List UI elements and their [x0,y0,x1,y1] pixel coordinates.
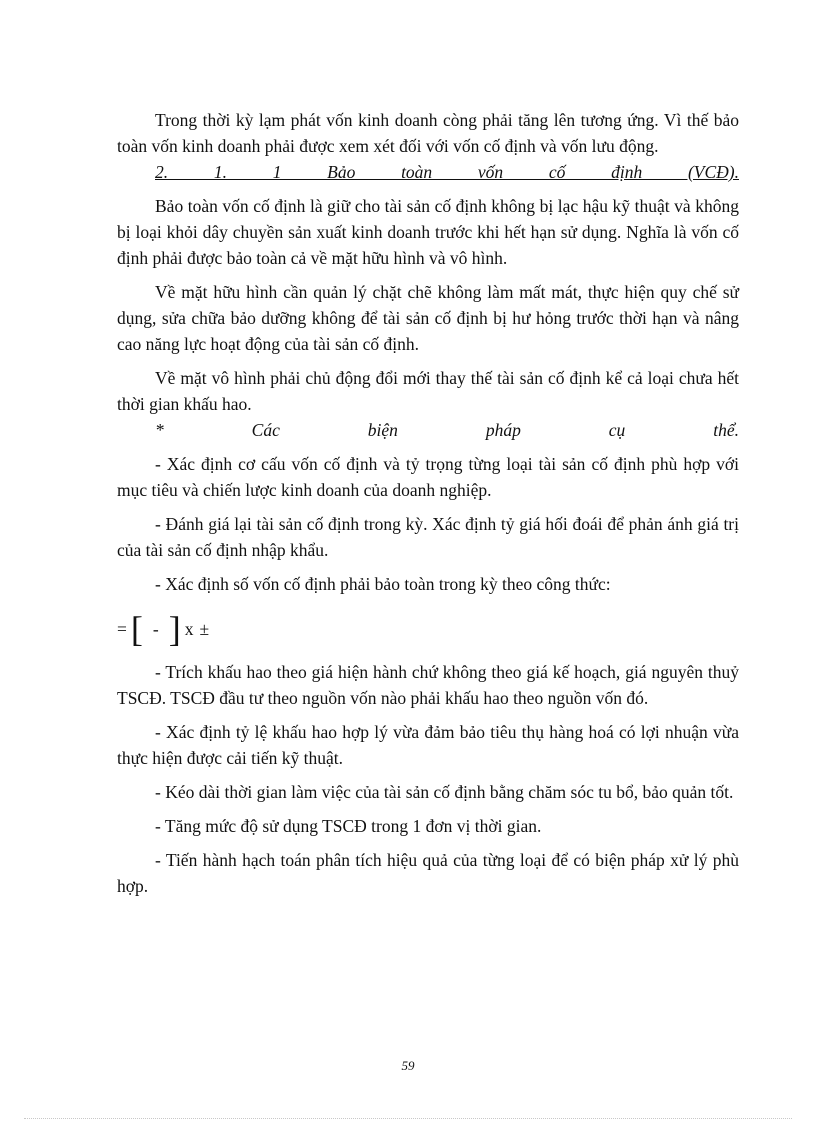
formula [117,607,739,651]
formula-plusminus: ± [199,619,210,639]
formula-close-bracket: ] [168,609,181,649]
formula-open-bracket: [ [130,609,143,649]
page-number: 59 [401,1058,415,1073]
measure-usage-intensity: - Tăng mức độ sử dụng TSCĐ trong 1 đơn vị thời gian. [155,816,542,836]
measure-depreciation: - Trích khấu hao theo giá hiện hành chứ không theo giá kế hoạch, giá nguyên thuỷ TSCĐ. TSCĐ đầu tư theo nguồn vốn nào phải khấu hao theo nguồn vốn đó. [117,662,739,708]
section-heading-fixed-capital: 2. 1. 1 Bảo toàn vốn cố định (VCĐ). [155,162,739,182]
measure-revaluation: - Đánh giá lại tài sản cố định trong kỳ. Xác định tỷ giá hối đoái để phản ánh giá trị của tài sản cố định nhập khẩu. [117,514,739,560]
measure-accounting-analysis: - Tiến hành hạch toán phân tích hiệu quả của từng loại để có biện pháp xử lý phù hợp. [117,850,739,896]
paragraph-inflation: Trong thời kỳ lạm phát vốn kinh doanh còng phải tăng lên tương ứng. Vì thế bảo toàn vốn kinh doanh phải được xem xét đối với vốn cố định và vốn lưu động. [117,110,739,156]
paragraph-intangible: Về mặt vô hình phải chủ động đổi mới thay thế tài sản cố định kể cả loại chưa hết thời gian khấu hao. [117,368,739,414]
paragraph-tangible: Về mặt hữu hình cần quản lý chặt chẽ không làm mất mát, thực hiện quy chế sử dụng, sửa chữa bảo dưỡng không để tài sản cố định bị hư hỏng trước thời hạn và nâng cao năng lực hoạt động của tài sản cố định. [117,282,739,354]
measure-depreciation-rate: - Xác định tỷ lệ khấu hao hợp lý vừa đảm bảo tiêu thụ hàng hoá có lợi nhuận vừa thực hiện được cải tiến kỹ thuật. [117,722,739,768]
measure-extend-lifetime: - Kéo dài thời gian làm việc của tài sản cố định bằng chăm sóc tu bổ, bảo quản tốt. [155,782,734,802]
formula-equals: = [117,619,127,639]
formula-times: x [184,619,194,639]
paragraph-definition: Bảo toàn vốn cố định là giữ cho tài sản cố định không bị lạc hậu kỹ thuật và không bị loại khỏi dây chuyền sản xuất kinh doanh trước khi hết hạn sử dụng. Nghĩa là vốn cố định phải được bảo toàn cả về mặt hữu hình và vô hình. [117,196,739,268]
document-body [117,107,739,899]
formula-minus: - [152,619,159,639]
page-bottom-divider [24,1118,792,1119]
measure-formula-intro: - Xác định số vốn cố định phải bảo toàn trong kỳ theo công thức: [155,574,611,594]
measures-heading: * Các biện pháp cụ thể. [155,420,739,440]
measure-structure: - Xác định cơ cấu vốn cố định và tỷ trọng từng loại tài sản cố định phù hợp với mục tiêu và chiến lược kinh doanh của doanh nghiệp. [117,454,739,500]
